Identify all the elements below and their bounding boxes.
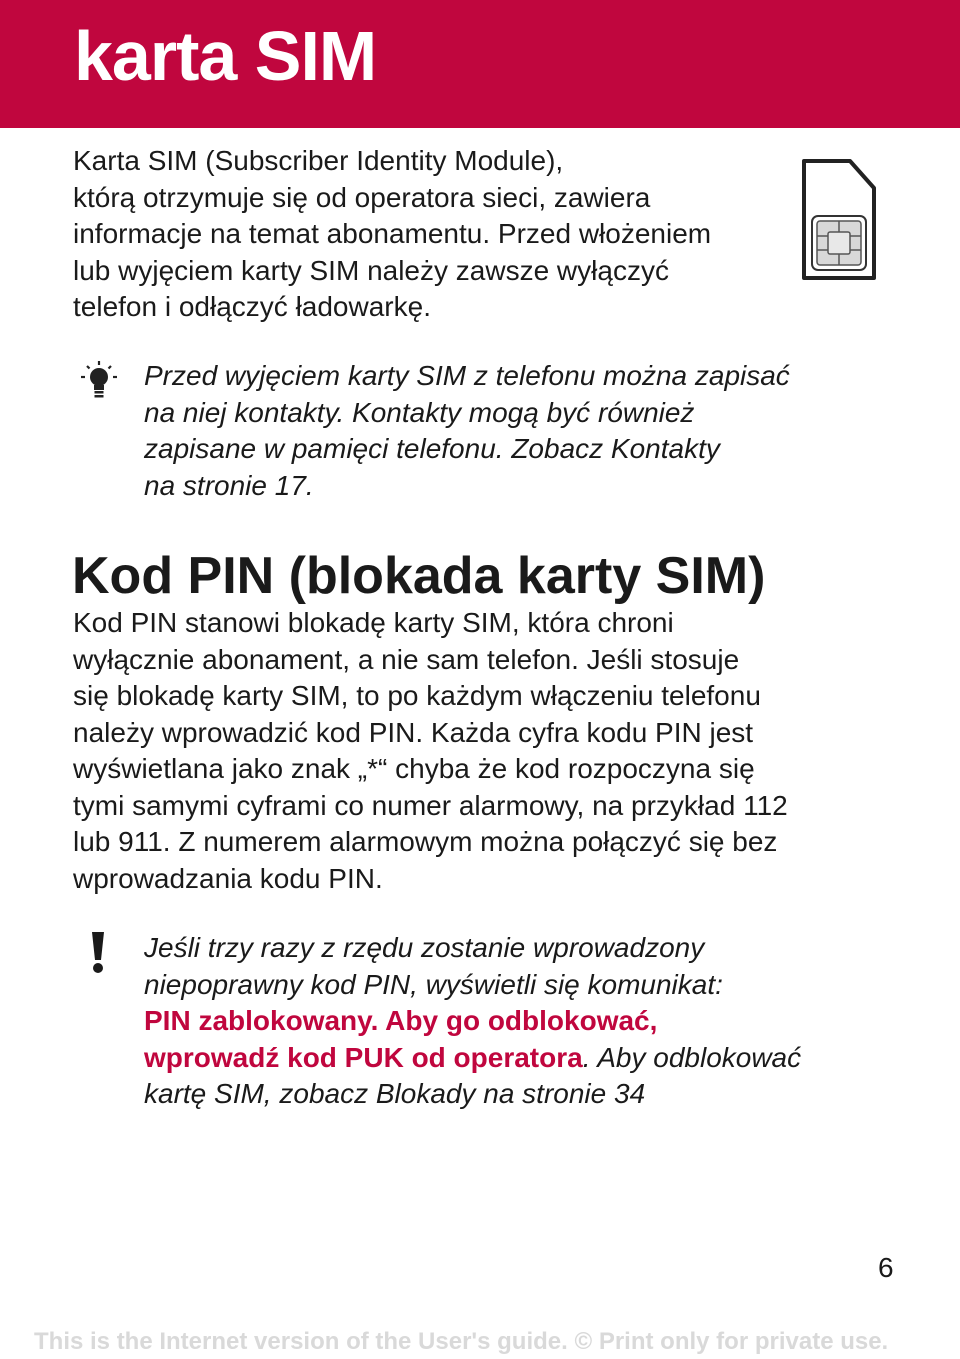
warning-line: kartę SIM, zobacz Blokady na stronie 34	[144, 1078, 646, 1109]
warning-text: . Aby odblokować	[582, 1041, 802, 1073]
lightbulb-icon	[80, 360, 118, 402]
intro-paragraph: Karta SIM (Subscriber Identity Module), którą otrzymuje się od operatora sieci, zawiera informacje na temat abonamentu. Przed włożeniem lub wyjęciem karty SIM należy zawsze wyłączyć telefon i odłączyć ładowarkę.	[73, 145, 712, 322]
tip-note: Przed wyjęciem karty SIM z telefonu można zapisać na niej kontakty. Kontakty mogą być również zapisane w pamięci telefonu. Zobacz Kontakty na stronie 17.	[144, 360, 790, 501]
header-bar	[0, 0, 960, 128]
sim-card-icon	[800, 158, 878, 282]
warning-line: niepoprawny kod PIN, wyświetli się komunikat:	[144, 968, 723, 1000]
footer-disclaimer: This is the Internet version of the User's guide. © Print only for private use.	[34, 1328, 889, 1355]
warning-message: wprowadź kod PUK od operatora	[144, 1041, 583, 1073]
warning-note	[144, 930, 924, 1113]
page-title: karta SIM	[74, 17, 377, 95]
warning-line	[144, 1040, 924, 1077]
exclamation-icon	[88, 930, 108, 974]
warning-line: Jeśli trzy razy z rzędu zostanie wprowadzony	[144, 932, 705, 963]
section-title-pin: Kod PIN (blokada karty SIM)	[72, 547, 766, 605]
pin-paragraph: Kod PIN stanowi blokadę karty SIM, która chroni wyłącznie abonament, a nie sam telefon. Jeśli stosuje się blokadę karty SIM, to po każdym włączeniu telefonu należy wprowadzić kod PIN. Każda cyfra kodu PIN jest wyświetlana jako znak „*“ chyba że kod rozpoczyna się tymi samymi cyframi co numer alarmowy, na przykład 112 lub 911. Z numerem alarmowym można połączyć się bez wprowadzania kodu PIN.	[73, 607, 788, 894]
warning-message: PIN zablokowany. Aby go odblokować,	[144, 1005, 658, 1036]
page-number: 6	[878, 1252, 894, 1283]
